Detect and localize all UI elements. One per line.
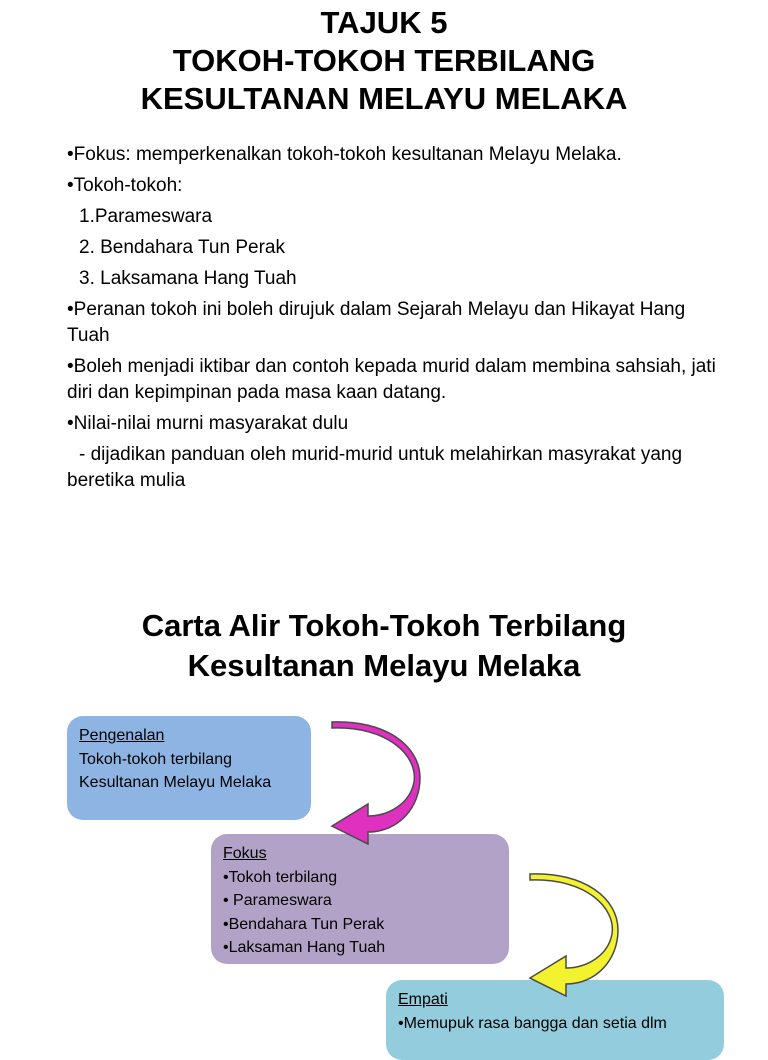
title-line-1: TAJUK 5 [320, 5, 448, 40]
box-line: •Memupuk rasa bangga dan setia dlm [398, 1014, 667, 1032]
curved-arrow-2-shape [530, 874, 618, 996]
values-detail: - dijadikan panduan oleh murid-murid untuk melahirkan masyrakat yang beretika mulia [67, 444, 683, 491]
flow-box-introduction [67, 716, 311, 820]
figure-item: 3. Laksamana Hang Tuah [79, 268, 297, 289]
bullet-figures-heading: •Tokoh-tokoh: [67, 175, 183, 196]
box-line: •Laksaman Hang Tuah [223, 939, 386, 956]
curved-arrow-2 [524, 872, 619, 997]
bullet-role: •Peranan tokoh ini boleh dirujuk dalam Sejarah Melayu dan Hikayat Hang Tuah [67, 299, 686, 346]
bullet-focus: •Fokus: memperkenalkan tokoh-tokoh kesultanan Melayu Melaka. [67, 144, 622, 165]
box-line: •Bendahara Tun Perak [223, 915, 385, 933]
page-title [0, 4, 768, 118]
flowchart-title-line-1: Carta Alir Tokoh-Tokoh Terbilang [141, 608, 627, 643]
box-line: •Tokoh terbilang [223, 868, 338, 886]
box-line: Tokoh-tokoh terbilang [79, 750, 232, 768]
curved-arrow-1 [326, 720, 421, 845]
box-heading: Empati [398, 991, 448, 1008]
box-line: • Parameswara [223, 892, 332, 909]
title-line-3: KESULTANAN MELAYU MELAKA [140, 81, 628, 116]
figure-item: 1.Parameswara [79, 206, 213, 227]
box-heading: Pengenalan [79, 727, 165, 744]
box-line: Kesultanan Melayu Melaka [79, 774, 272, 791]
figure-item: 2. Bendahara Tun Perak [79, 237, 285, 258]
flow-box-focus [211, 834, 509, 964]
bullet-example: •Boleh menjadi iktibar dan contoh kepada murid dalam membina sahsiah, jati diri dan kepimpinan pada masa kaan datang. [67, 356, 716, 403]
curved-arrow-1-shape [332, 722, 420, 844]
flowchart-title-line-2: Kesultanan Melayu Melaka [187, 648, 581, 683]
box-heading: Fokus [223, 845, 267, 862]
bullet-values: •Nilai-nilai murni masyarakat dulu [67, 413, 349, 434]
flowchart-title [0, 606, 768, 686]
title-line-2: TOKOH-TOKOH TERBILANG [172, 43, 596, 78]
slide-content [67, 142, 717, 499]
